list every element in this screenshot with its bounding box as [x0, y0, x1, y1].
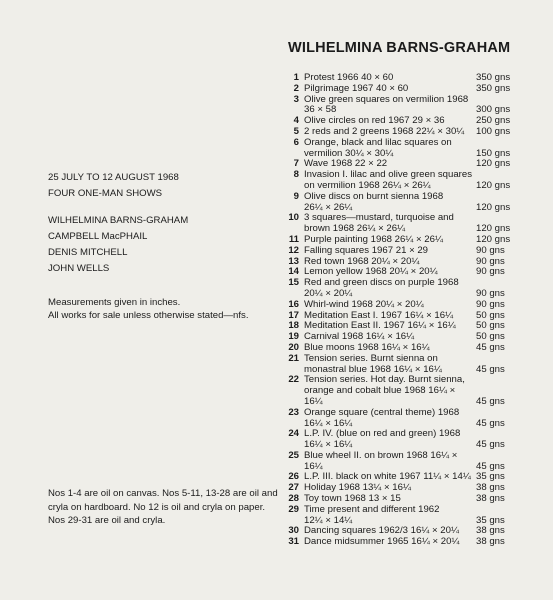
works-list — [285, 73, 520, 548]
work-price: 45 gns — [476, 341, 505, 353]
work-entry — [285, 354, 520, 376]
work-description-line: Dancing squares 1962/3 16¼ × 20¼ — [304, 525, 459, 537]
work-number: 2 — [293, 82, 299, 94]
work-number: 17 — [288, 309, 299, 321]
work-description — [304, 537, 474, 548]
work-price: 45 gns — [476, 460, 505, 472]
work-price: 50 gns — [476, 331, 505, 343]
work-description-line: Purple painting 1968 26¼ × 26¼ — [304, 233, 443, 245]
work-price: 120 gns — [476, 179, 511, 191]
work-entry — [285, 278, 520, 300]
work-description — [304, 246, 474, 257]
work-price: 300 gns — [476, 104, 511, 116]
work-description — [304, 408, 474, 430]
work-price: 45 gns — [476, 363, 505, 375]
artist-name: JOHN WELLS — [48, 263, 110, 274]
work-entry — [285, 451, 520, 473]
work-description-line: Red town 1968 20¼ × 20¼ — [304, 255, 420, 267]
work-description-line: Pilgrimage 1967 40 × 60 — [304, 82, 409, 94]
work-price: 90 gns — [476, 287, 505, 299]
work-description-line: Holiday 1968 13¼ × 16¼ — [304, 482, 411, 494]
work-price: 120 gns — [476, 201, 511, 213]
work-price: 35 gns — [476, 471, 505, 483]
work-description — [304, 429, 474, 451]
work-description-line: Toy town 1968 13 × 15 — [304, 493, 401, 505]
work-description-line: Orange square (central theme) 1968 — [304, 406, 460, 418]
work-number: 31 — [288, 536, 299, 548]
work-entry — [285, 246, 520, 257]
work-number: 6 — [293, 136, 299, 148]
work-description-line: Time present and different 1962 — [304, 503, 440, 515]
work-number: 22 — [288, 374, 299, 386]
work-description — [304, 300, 474, 311]
work-number: 10 — [288, 212, 299, 224]
work-entry — [285, 537, 520, 548]
work-description-line: Lemon yellow 1968 20¼ × 20¼ — [304, 266, 438, 278]
work-price: 150 gns — [476, 147, 511, 159]
work-number: 23 — [288, 406, 299, 418]
work-number: 27 — [288, 482, 299, 494]
work-number: 15 — [288, 277, 299, 289]
measurement-note — [48, 296, 249, 322]
work-entry — [285, 213, 520, 235]
work-description-line: Carnival 1968 16¼ × 16¼ — [304, 331, 415, 343]
work-number: 30 — [288, 525, 299, 537]
work-description — [304, 138, 474, 160]
work-description-line: 26¼ × 26¼ — [304, 201, 353, 213]
work-description-line: Olive circles on red 1967 29 × 36 — [304, 115, 445, 127]
work-description-line: Blue moons 1968 16¼ × 16¼ — [304, 341, 430, 353]
show-type: FOUR ONE-MAN SHOWS — [48, 188, 163, 199]
work-description-line: 36 × 58 — [304, 104, 337, 116]
work-number: 3 — [293, 93, 299, 105]
work-price: 35 gns — [476, 514, 505, 526]
work-price: 350 gns — [476, 72, 511, 83]
work-price: 90 gns — [476, 244, 505, 256]
work-description-line: L.P. IV. (blue on red and green) 1968 — [304, 428, 461, 440]
artist-name: WILHELMINA BARNS-GRAHAM — [48, 215, 189, 226]
artist-name: DENIS MITCHELL — [48, 247, 128, 258]
work-description-line: 2 reds and 2 greens 1968 22¼ × 30¼ — [304, 125, 465, 137]
work-description-line: Protest 1966 40 × 60 — [304, 72, 394, 83]
work-entry — [285, 505, 520, 527]
work-price: 38 gns — [476, 493, 505, 505]
work-entry — [285, 192, 520, 214]
work-description-line: 3 squares—mustard, turquoise and — [304, 212, 454, 224]
work-number: 26 — [288, 471, 299, 483]
work-entry — [285, 300, 520, 311]
work-description-line: Meditation East I. 1967 16¼ × 16¼ — [304, 309, 454, 321]
work-price: 350 gns — [476, 82, 511, 94]
work-price: 90 gns — [476, 255, 505, 267]
work-description-line: vermilion 30¼ × 30¼ — [304, 147, 394, 159]
work-price: 120 gns — [476, 233, 511, 245]
work-description-line: Dance midsummer 1965 16¼ × 20¼ — [304, 536, 460, 548]
page-title: WILHELMINA BARNS-GRAHAM — [288, 40, 511, 56]
work-description-line: Wave 1968 22 × 22 — [304, 158, 388, 170]
work-number: 19 — [288, 331, 299, 343]
work-number: 18 — [288, 320, 299, 332]
medium-footnote: Nos 1-4 are oil on canvas. Nos 5-11, 13-28 are oil and cryla on hardboard. No 12 is oil and cryla on paper. Nos 29-31 are oil and cryla. — [48, 488, 278, 526]
work-price: 45 gns — [476, 439, 505, 451]
exhibition-info — [48, 171, 179, 200]
work-description — [304, 213, 474, 235]
work-price: 45 gns — [476, 417, 505, 429]
work-number: 9 — [293, 190, 299, 202]
work-number: 20 — [288, 341, 299, 353]
work-description-line: 12¼ × 14¼ — [304, 514, 353, 526]
work-price: 90 gns — [476, 266, 505, 278]
work-price: 120 gns — [476, 223, 511, 235]
work-description-line: Falling squares 1967 21 × 29 — [304, 244, 429, 256]
work-number: 11 — [288, 233, 299, 245]
work-description — [304, 192, 474, 214]
work-price: 38 gns — [476, 536, 505, 548]
work-number: 16 — [288, 298, 299, 310]
work-description — [304, 84, 474, 95]
work-price: 50 gns — [476, 309, 505, 321]
work-description-line: on vermilion 1968 26¼ × 26¼ — [304, 179, 431, 191]
work-entry — [285, 375, 520, 407]
work-description — [304, 375, 474, 407]
work-price: 120 gns — [476, 158, 511, 170]
work-description-line: Olive discs on burnt sienna 1968 — [304, 190, 444, 202]
work-number: 21 — [288, 352, 299, 364]
work-description-line: Tension series. Burnt sienna on — [304, 352, 438, 364]
sale-note: All works for sale unless otherwise stated—nfs. — [48, 310, 249, 321]
work-description — [304, 170, 474, 192]
work-number: 25 — [288, 449, 299, 461]
work-description-line: Olive green squares on vermilion 1968 — [304, 93, 469, 105]
work-number: 14 — [288, 266, 299, 278]
work-number: 5 — [293, 125, 299, 137]
work-price: 38 gns — [476, 482, 505, 494]
work-entry — [285, 84, 520, 95]
work-description-line: orange and cobalt blue 1968 16¼ × 16¼ — [304, 385, 456, 407]
work-description-line: monastral blue 1968 16¼ × 16¼ — [304, 363, 442, 375]
work-entry — [285, 429, 520, 451]
work-entry — [285, 138, 520, 160]
work-description — [304, 278, 474, 300]
work-price: 100 gns — [476, 125, 511, 137]
work-description-line: Meditation East II. 1967 16¼ × 16¼ — [304, 320, 456, 332]
work-price: 38 gns — [476, 525, 505, 537]
work-entry — [285, 170, 520, 192]
work-description-line: 16¼ × 16¼ — [304, 417, 353, 429]
work-description-line: brown 1968 26¼ × 26¼ — [304, 223, 406, 235]
work-number: 13 — [288, 255, 299, 267]
work-number: 4 — [293, 115, 299, 127]
work-number: 29 — [288, 503, 299, 515]
work-description-line: Invasion I. lilac and olive green squares — [304, 169, 472, 181]
work-description-line: L.P. III. black on white 1967 11¼ × 14¼ — [304, 471, 471, 483]
work-price: 90 gns — [476, 298, 505, 310]
work-price: 50 gns — [476, 320, 505, 332]
exhibition-dates: 25 JULY TO 12 AUGUST 1968 — [48, 172, 179, 183]
work-entry — [285, 408, 520, 430]
work-description — [304, 451, 474, 473]
work-description-line: Orange, black and lilac squares on — [304, 136, 452, 148]
work-description-line: Tension series. Hot day. Burnt sienna, — [304, 374, 465, 386]
artist-list — [48, 214, 188, 278]
work-number: 12 — [288, 244, 299, 256]
work-number: 1 — [293, 72, 299, 83]
work-price: 45 gns — [476, 395, 505, 407]
work-number: 8 — [293, 169, 299, 181]
work-number: 7 — [293, 158, 299, 170]
work-entry — [285, 95, 520, 117]
work-description-line: Whirl-wind 1968 20¼ × 20¼ — [304, 298, 424, 310]
measurement-line: Measurements given in inches. — [48, 297, 181, 308]
work-description — [304, 354, 474, 376]
work-number: 28 — [288, 493, 299, 505]
work-description — [304, 95, 474, 117]
work-number: 24 — [288, 428, 299, 440]
work-description-line: Red and green discs on purple 1968 — [304, 277, 459, 289]
work-description-line: 16¼ × 16¼ — [304, 439, 353, 451]
work-description — [304, 505, 474, 527]
work-price: 250 gns — [476, 115, 511, 127]
work-description-line: 20¼ × 20¼ — [304, 287, 353, 299]
work-description-line: Blue wheel II. on brown 1968 16¼ × 16¼ — [304, 449, 458, 472]
artist-name: CAMPBELL MacPHAIL — [48, 231, 148, 242]
